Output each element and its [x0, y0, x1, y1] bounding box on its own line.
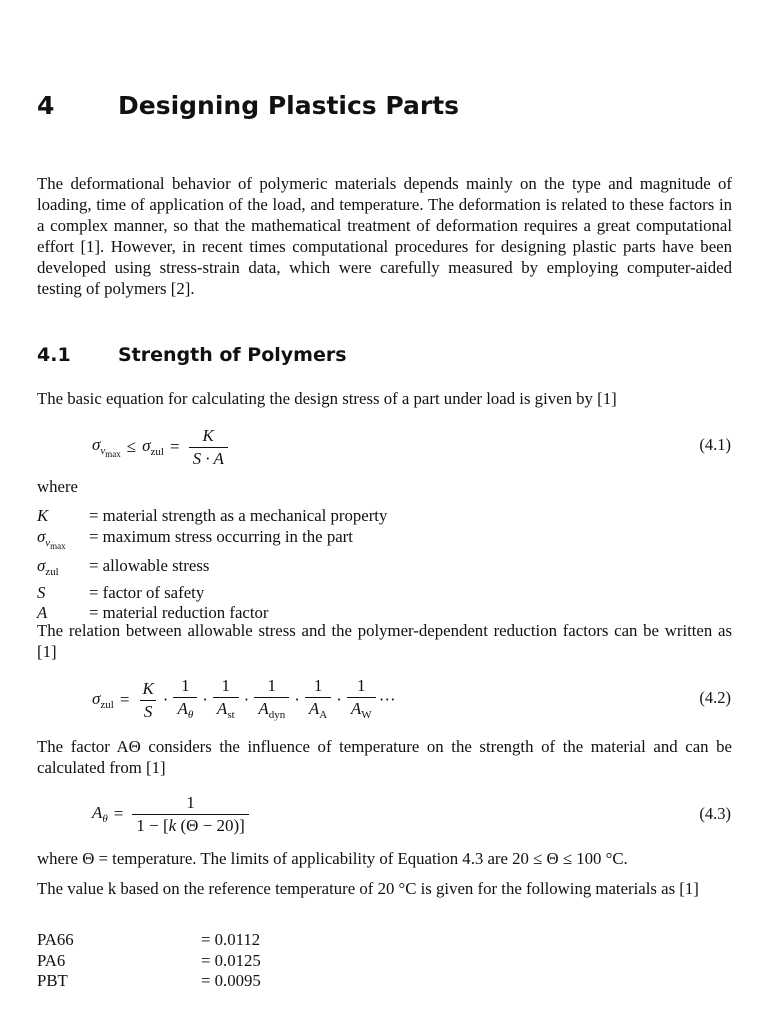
section-heading [37, 341, 347, 369]
material-row [37, 971, 261, 992]
equation-4-1-math: $\sigma_{v_{max}}$ ≤ $\sigma_{zul}$ = $\frac{K}{S \cdot A}$ [92, 424, 231, 470]
chapter-title: Designing Plastics Parts [118, 91, 460, 120]
material-value: = 0.0112 [201, 930, 261, 949]
definition-row-s [37, 583, 637, 604]
material-row [37, 951, 261, 972]
symbol-k: K [37, 506, 49, 525]
material-name: PBT [37, 971, 68, 990]
material-name: PA66 [37, 930, 74, 949]
equation-4-2-number: (4.2) [699, 688, 731, 707]
definition-a: = material reduction factor [89, 603, 269, 622]
equation-4-3-number: (4.3) [699, 804, 731, 823]
equation-4-3-math: $A_\theta$ = $\frac{1}{1 - [k (\Theta - 20)]}$ [92, 790, 252, 838]
definition-list [37, 506, 637, 624]
symbol-a: A [37, 603, 48, 622]
where-label: where [37, 477, 78, 496]
basic-equation-text: The basic equation for calculating the design stress of a part under load is given by [1] [37, 389, 617, 408]
factor-text: The factor AΘ considers the influence of temperature on the strength of the material and can be calculated from [1] [37, 737, 732, 777]
definition-sigma-zul: = allowable stress [89, 556, 210, 575]
section-number: 4.1 [37, 344, 71, 366]
intro-paragraph: The deformational behavior of polymeric materials depends mainly on the type and magnitude of loading, time of application of the load, and temperature. The deformation is related to these factors in a complex manner, so that the mathematical treatment of deformation requires a great computational effort [1]. However, in recent times computational procedures for designing plastic parts have been developed using stress-strain data, which were carefully measured by employing computer-aided testing of polymers [2]. [37, 174, 732, 298]
equation-4-1 [0, 424, 768, 470]
equation-4-2 [0, 676, 768, 724]
symbol-s: S [37, 582, 46, 602]
temperature-text: where Θ = temperature. The limits of applicability of Equation 4.3 are 20 ≤ Θ ≤ 100 °C. [37, 849, 628, 868]
definition-s: = factor of safety [89, 582, 205, 602]
definition-k: = material strength as a mechanical property [89, 506, 388, 525]
material-row [37, 930, 261, 951]
material-value: = 0.0125 [201, 950, 261, 970]
chapter-heading [37, 88, 459, 124]
equation-4-2-math: $\sigma_{zul}$ = $\frac{K}{S}$ · $\frac{1}{A_\theta}$ · $\frac{1}{A_{st}}$ · $\frac{1}{A_{dyn}}$ · $\frac{1}{A_A}$ · $\frac{1}{A_W}$ ··· [92, 676, 396, 724]
definition-row-sigma-zul [37, 556, 637, 583]
definition-row-k [37, 506, 637, 527]
equation-4-3 [0, 790, 768, 838]
material-k-list [37, 930, 261, 992]
symbol-sigma-vmax: $\sigma_{v_{max}}$ [37, 526, 66, 551]
k-value-text: The value k based on the reference temperature of 20 °C is given for the following materials as [1] [37, 879, 699, 898]
definition-sigma-vmax: = maximum stress occurring in the part [89, 526, 353, 546]
definition-row-sigma-vmax [37, 527, 637, 557]
equation-4-1-number: (4.1) [699, 435, 731, 454]
relation-text: The relation between allowable stress and the polymer-dependent reduction factors can be written as [1] [37, 621, 732, 661]
material-name: PA6 [37, 950, 66, 970]
material-value: = 0.0095 [201, 971, 261, 990]
symbol-sigma-zul: $\sigma_{zul}$ [37, 556, 59, 578]
chapter-number: 4 [37, 91, 55, 120]
section-title: Strength of Polymers [118, 344, 347, 366]
